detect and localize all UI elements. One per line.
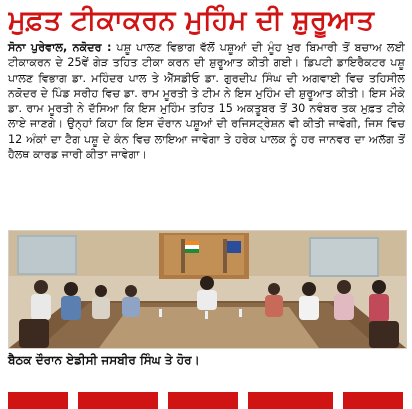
article-text: ਪਸ਼ੂ ਪਾਲਣ ਵਿਭਾਗ ਵੱਲੋਂ ਪਸ਼ੂਆਂ ਦੀ ਮੂੰਹ ਖੁਰ ਬਿਮਾਰੀ ਤੋਂ ਬਚਾਅ ਲਈ ਟੀਕਾਕਰਨ ਦੇ 25ਵੇਂ ਗੇੜ ਤਹਿਤ ਟੀਕਾ ਕਰਨ ਦੀ ਸ਼ੁਰੂਆਤ ਕੀਤੀ ਗਈ। ਡਿਪਟੀ ਡਾਇਰੈਕਟਰ ਪਸ਼ੂ ਪਾਲਣ ਵਿਭਾਗ ਡਾ. ਮਹਿੰਦਰ ਪਾਲ ਤੇ ਐੱਸਡੀਓ ਡਾ. ਗੁਰਦੀਪ ਸਿੰਘ ਦੀ ਅਗਵਾਈ ਵਿਚ ਤਹਿਸੀਲ ਨਕੋਦਰ ਦੇ ਪਿੰਡ ਸਰੀਹ ਵਿਚ ਡਾ. ਰਾਮ ਮੂਰਤੀ ਤੇ ਟੀਮ ਨੇ ਇਸ ਮੁਹਿੰਮ ਦੀ ਸ਼ੁਰੂਆਤ ਕੀਤੀ। ਇਸ ਮੌਕੇ ਡਾ. ਰਾਮ ਮੂਰਤੀ ਨੇ ਦੱਸਿਆ ਕਿ ਇਸ ਮੁਹਿੰਮ ਤਹਿਤ 15 ਅਕਤੂਬਰ ਤੋਂ 30 ਨਵੰਬਰ ਤਕ ਮੁਫ਼ਤ ਟੀਕੇ ਲਾਏ ਜਾਣਗੇ। ਉਨ੍ਹਾਂ ਕਿਹਾ ਕਿ ਇਸ ਦੌਰਾਨ ਪਸ਼ੂਆਂ ਦੀ ਰਜਿਸਟ੍ਰੇਸ਼ਨ ਵੀ ਕੀਤੀ ਜਾਵੇਗੀ, ਜਿਸ ਵਿਚ 12 ਅੰਕਾਂ ਦਾ ਟੈਗ ਪਸ਼ੂ ਦੇ ਕੰਨ ਵਿਚ ਲਾਇਆ ਜਾਵੇਗਾ ਤੇ ਹਰੇਕ ਪਾਲਕ ਨੂੰ ਹਰ ਜਾਨਵਰ ਦਾ ਅਲੱਗ ਤੋਂ ਹੈਲਥ ਕਾਰਡ ਜਾਰੀ ਕੀਤਾ ਜਾਵੇਗਾ।	[8, 41, 406, 162]
next-article-headline-cropped	[8, 386, 405, 409]
headline: ਮੁਫ਼ਤ ਟੀਕਾਕਰਨ ਮੁਹਿੰਮ ਦੀ ਸ਼ੁਰੂਆਤ	[8, 5, 375, 36]
photo-caption: ਬੈਠਕ ਦੌਰਾਨ ਏਡੀਸੀ ਜਸਬੀਰ ਸਿੰਘ ਤੇ ਹੋਰ।	[8, 353, 200, 367]
article-body	[8, 40, 405, 162]
article-byline: ਸੋਨਾ ਪੁਰੇਵਾਲ, ਨਕੋਦਰ :	[8, 41, 112, 54]
meeting-photo	[8, 230, 407, 349]
